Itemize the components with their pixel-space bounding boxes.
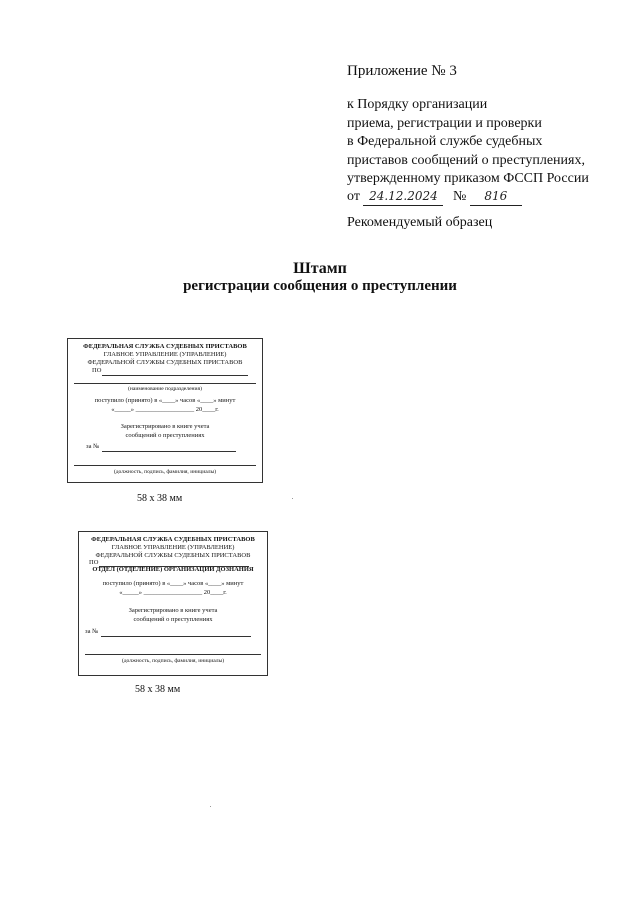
scan-speck [292, 498, 293, 499]
number-prefix: № [452, 189, 467, 204]
registration-stamp-1 [67, 338, 263, 483]
handwritten-number: 816 [470, 187, 522, 206]
stamp-number-label: за № [85, 628, 99, 635]
stamp-size-label: 58 х 38 мм [137, 493, 183, 504]
page-title: Штамп [293, 260, 347, 277]
appendix-number: Приложение № 3 [347, 63, 457, 79]
stamp-registered-1: Зарегистрировано в книге учета [120, 423, 210, 430]
order-date-line [347, 187, 522, 206]
stamp-line [74, 383, 256, 384]
stamp-registered-2: сообщений о преступлениях [133, 616, 213, 623]
stamp-by: ПО [92, 367, 102, 374]
stamp-sign-caption: (должность, подпись, фамилия, инициалы) [121, 658, 225, 664]
order-line: приставов сообщений о преступлениях, [347, 152, 585, 168]
stamp-date-line: «_____» __________________ 20____г. [119, 589, 227, 596]
stamp-service: ФЕДЕРАЛЬНОЙ СЛУЖБЫ СУДЕБНЫХ ПРИСТАВОВ [87, 359, 243, 366]
order-line: утвержденному приказом ФССП России [347, 171, 589, 186]
order-reference [347, 96, 589, 189]
stamp-line [102, 451, 236, 452]
registration-stamp-2 [78, 531, 268, 676]
scan-speck [210, 806, 211, 807]
page-subtitle: регистрации сообщения о преступлении [183, 278, 457, 294]
stamp-date-line: «_____» __________________ 20____г. [111, 406, 219, 413]
stamp-line [102, 375, 248, 376]
stamp-line [101, 636, 251, 637]
recommended-sample-label: Рекомендуемый образец [347, 215, 493, 230]
stamp-org: ФЕДЕРАЛЬНАЯ СЛУЖБА СУДЕБНЫХ ПРИСТАВОВ [83, 343, 247, 350]
handwritten-date: 24.12.2024 [363, 187, 443, 206]
stamp-received-line: поступило (принято) в «____» часов «____» минут [102, 580, 244, 587]
stamp-received-line: поступило (принято) в «____» часов «____» минут [94, 397, 236, 404]
stamp-org: ФЕДЕРАЛЬНАЯ СЛУЖБА СУДЕБНЫХ ПРИСТАВОВ [91, 536, 255, 543]
date-prefix: от [347, 189, 360, 204]
stamp-registered-2: сообщений о преступлениях [125, 432, 205, 439]
stamp-unit-caption: ОТДЕЛ (ОТДЕЛЕНИЕ) ОРГАНИЗАЦИИ ДОЗНАНИЯ [92, 566, 254, 573]
stamp-registered-1: Зарегистрировано в книге учета [128, 607, 218, 614]
stamp-directorate: ГЛАВНОЕ УПРАВЛЕНИЕ (УПРАВЛЕНИЕ) [103, 351, 227, 358]
order-line: в Федеральной службе судебных [347, 134, 543, 149]
stamp-unit-caption: (наименование подразделения) [128, 386, 202, 392]
order-line: приема, регистрации и проверки [347, 115, 542, 131]
stamp-line [74, 465, 256, 466]
stamp-line [85, 654, 261, 655]
stamp-sign-caption: (должность, подпись, фамилия, инициалы) [113, 469, 217, 475]
stamp-service: ФЕДЕРАЛЬНОЙ СЛУЖБЫ СУДЕБНЫХ ПРИСТАВОВ [95, 552, 251, 559]
stamp-size-label: 58 х 38 мм [135, 684, 181, 695]
stamp-by: ПО [89, 559, 99, 566]
stamp-number-label: за № [86, 443, 100, 450]
stamp-directorate: ГЛАВНОЕ УПРАВЛЕНИЕ (УПРАВЛЕНИЕ) [111, 544, 235, 551]
order-line: к Порядку организации [347, 97, 488, 112]
